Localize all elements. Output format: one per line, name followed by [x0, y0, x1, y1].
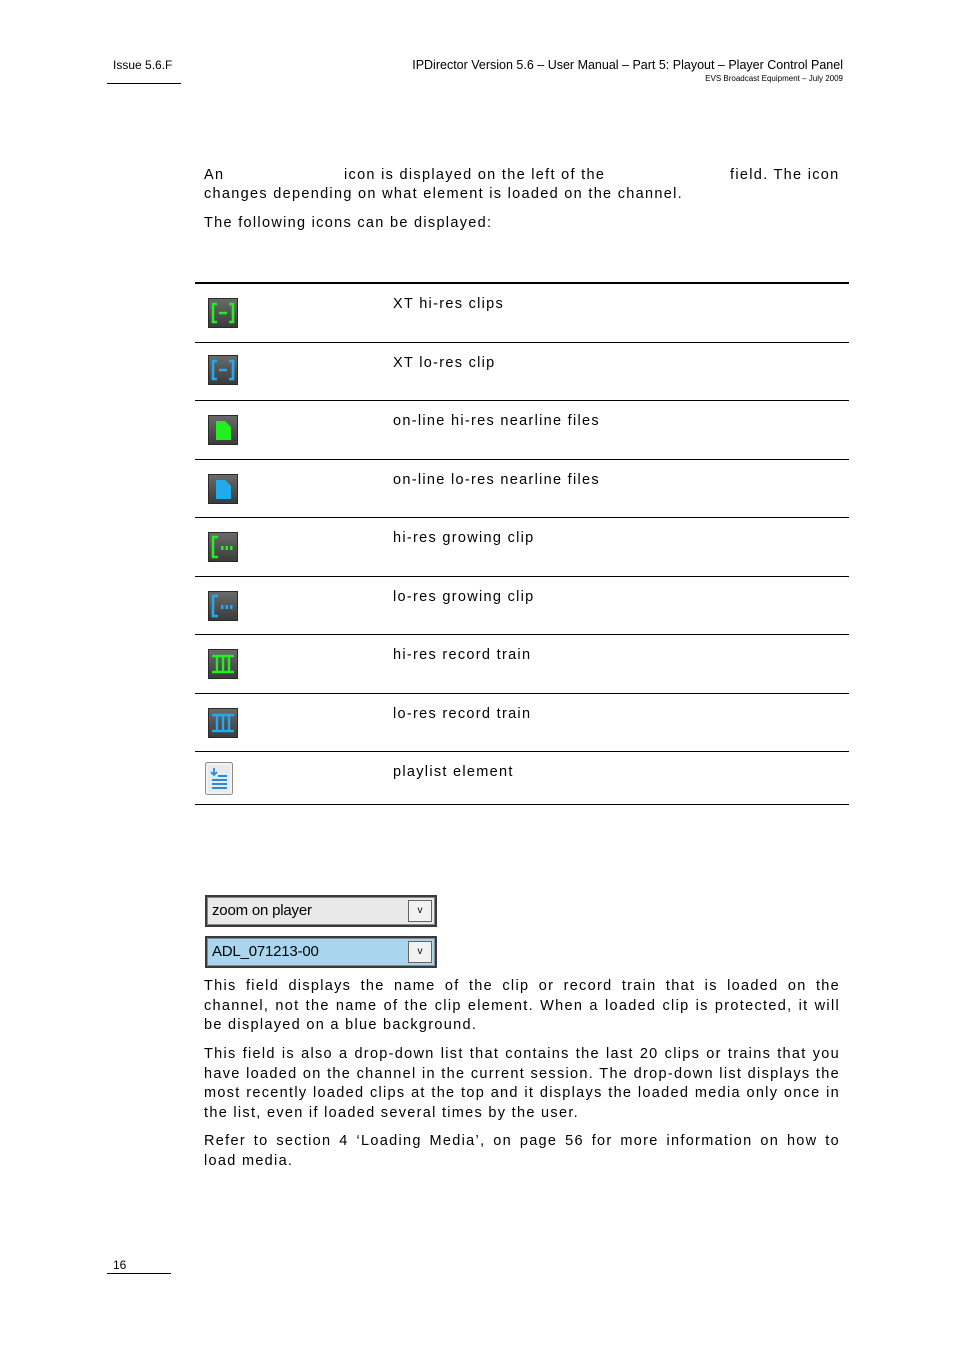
table-row	[195, 401, 849, 460]
issue-label: Issue 5.6.F	[113, 58, 173, 72]
lores-record-train-icon	[208, 708, 238, 738]
table-row-label: lo-res record train	[393, 706, 532, 722]
intro-word-an: An	[204, 167, 225, 183]
description-paragraph-3: Refer to section 4 ‘Loading Media’, on page 56 for more information on how to load media.	[204, 1133, 840, 1169]
intro-line-3: The following icons can be displayed:	[204, 215, 493, 231]
dropdown-value: zoom on player	[212, 902, 312, 919]
table-row	[195, 460, 849, 518]
table-row-label: XT hi-res clips	[393, 296, 505, 312]
table-row-label: playlist element	[393, 764, 514, 780]
document-subtitle: EVS Broadcast Equipment – July 2009	[705, 74, 843, 83]
table-row-label: on-line lo-res nearline files	[393, 472, 600, 488]
clip-name-dropdown-normal[interactable]	[205, 895, 437, 927]
playlist-element-icon	[205, 762, 233, 795]
description-paragraph-1: This field displays the name of the clip or record train that is loaded on the channel, not the name of the clip element. When a loaded clip is protected, it will be displayed on a blue background.	[204, 978, 840, 1033]
hires-nearline-file-icon	[208, 415, 238, 445]
table-row	[195, 694, 849, 752]
table-row	[195, 752, 849, 805]
table-row	[195, 343, 849, 401]
table-row-label: hi-res growing clip	[393, 530, 535, 546]
chevron-down-icon[interactable]: v	[408, 941, 432, 963]
table-row	[195, 518, 849, 577]
lores-nearline-file-icon	[208, 474, 238, 504]
clip-name-dropdown-protected[interactable]	[205, 936, 437, 968]
table-row	[195, 284, 849, 343]
table-row	[195, 577, 849, 635]
hires-record-train-icon	[208, 649, 238, 679]
intro-line-2: changes depending on what element is loaded on the channel.	[204, 186, 683, 202]
intro-phrase: icon is displayed on the left of the	[344, 167, 606, 183]
page-number: 16	[113, 1258, 127, 1272]
description-paragraph-2: This field is also a drop-down list that contains the last 20 clips or trains that you have loaded on the channel in the current session. The drop-down list displays the most recently loaded clips at the top and it displays the loaded media only once in the list, even if loaded several times by the user.	[204, 1046, 840, 1121]
table-row	[195, 635, 849, 694]
table-row-label: on-line hi-res nearline files	[393, 413, 600, 429]
xt-lores-clip-icon	[208, 355, 238, 385]
xt-hires-clip-icon	[208, 298, 238, 328]
table-row-label: hi-res record train	[393, 647, 532, 663]
header-rule	[107, 83, 181, 84]
document-title: IPDirector Version 5.6 – User Manual – Part 5: Playout – Player Control Panel	[412, 58, 843, 72]
chevron-down-icon[interactable]: v	[408, 900, 432, 922]
table-row-label: lo-res growing clip	[393, 589, 535, 605]
intro-phrase-end: field. The icon	[730, 167, 840, 183]
table-row-label: XT lo-res clip	[393, 355, 496, 371]
footer-rule	[107, 1273, 171, 1274]
hires-growing-clip-icon	[208, 532, 238, 562]
lores-growing-clip-icon	[208, 591, 238, 621]
dropdown-value: ADL_071213-00	[212, 943, 319, 960]
